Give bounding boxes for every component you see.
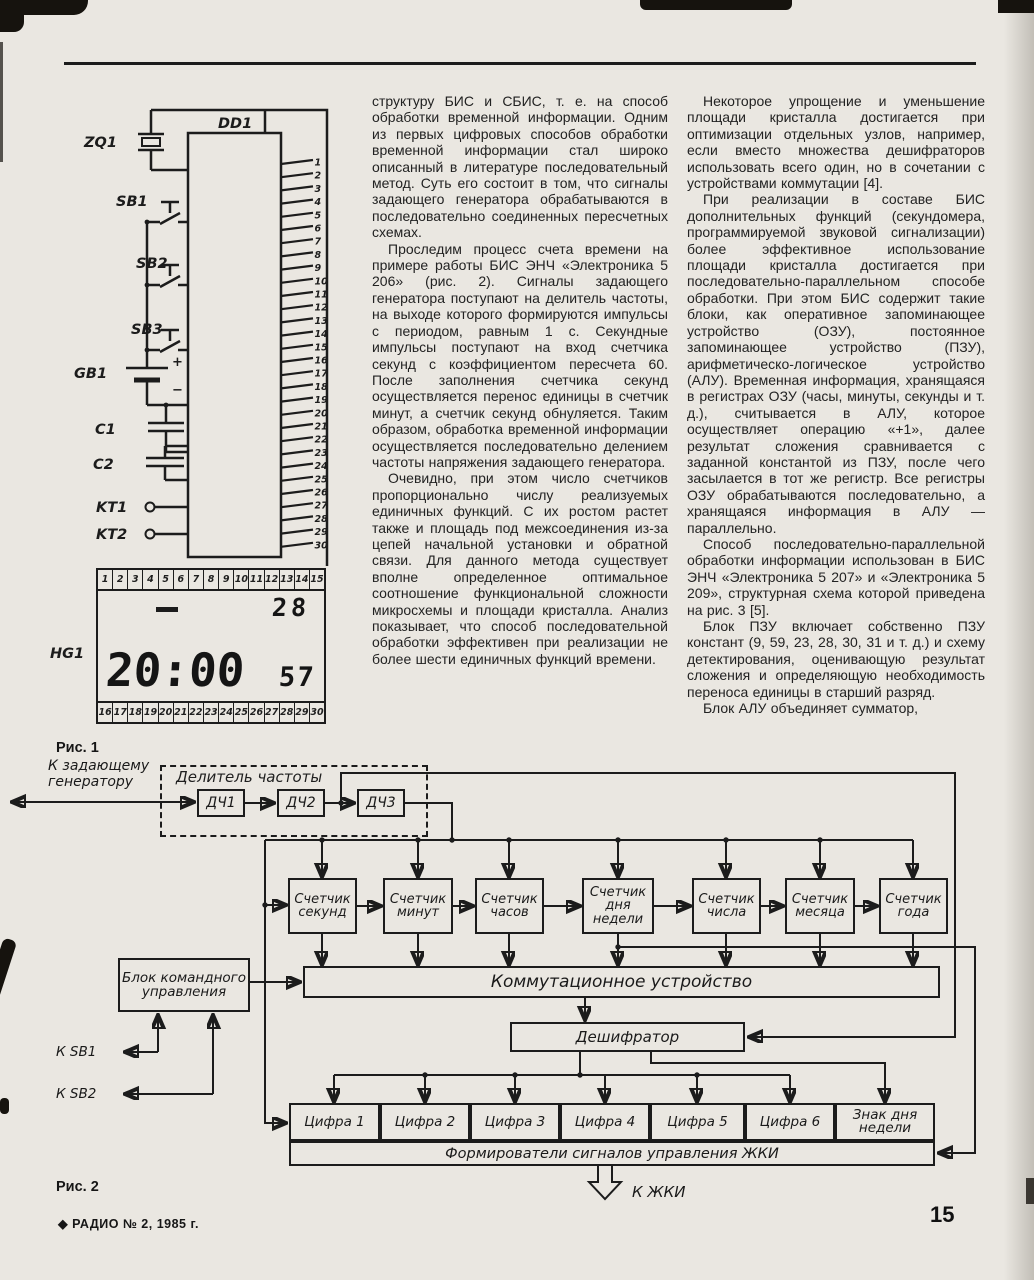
chip-pin-number: 5 (314, 210, 322, 222)
chip-pin (281, 411, 313, 415)
battery-plus: + (172, 355, 183, 370)
chip-pin-number: 28 (314, 513, 328, 525)
chip-pin-number: 26 (314, 487, 328, 499)
chip-pin (281, 279, 313, 283)
paragraph: Способ последовательно-параллельной обработки информации использован в БИС ЭНЧ «Электроника 5 207» и «Электроника 5 209», структурная схема которой приведена на рис. 3 [5]. (687, 535, 985, 618)
page-number: 15 (930, 1202, 955, 1227)
chip-pin-number: 1 (314, 157, 322, 169)
button1-label: SB1 (116, 194, 148, 210)
chip-pin (281, 332, 313, 336)
chip-pin-number: 8 (314, 249, 322, 261)
counter-block: Счетчик часов (475, 878, 544, 934)
test-point (146, 503, 155, 512)
display-pin-number: 3 (128, 570, 143, 589)
frequency-divider-title: Делитель частоты (176, 768, 323, 786)
digit-output-block: Цифра 4 (560, 1103, 650, 1141)
counter-block: Счетчик секунд (288, 878, 357, 934)
display-pin-number: 26 (249, 703, 264, 722)
to-lcd-label: К ЖКИ (632, 1183, 686, 1201)
chip-pin (281, 160, 313, 164)
display-pin-number: 2 (113, 570, 128, 589)
divider-dch2: ДЧ2 (277, 789, 325, 817)
display-pin-number: 18 (128, 703, 143, 722)
scan-artifact (640, 0, 792, 10)
scan-artifact (998, 0, 1034, 13)
page-edge-shadow (1004, 0, 1034, 1280)
display-pin-number: 1 (98, 570, 113, 589)
display-pin-number: 19 (143, 703, 158, 722)
scan-artifact (0, 42, 3, 162)
display-pin-number: 15 (310, 574, 324, 585)
display-pin-number: 12 (265, 570, 280, 589)
commutation-device-block: Коммутационное устройство (303, 966, 940, 998)
paragraph: Некоторое упрощение и уменьшение площади кристалла достигается при оптимизации отдельных узлов, например, если вместо множества дешифраторов использовать всего один, но в сочетании с устройствами коммутации [4]. (687, 93, 985, 192)
chip-pin-number: 12 (314, 302, 328, 314)
paragraph: При реализации в составе БИС дополнительных функций (секундомера, программируемой звуковой сигнализации) более эффективное использование площади кристалла достигается при последовательно-параллельном способе обработки. При этом БИС содержит такие блоки, как оперативное запоминающее устройство (ОЗУ), постоянное запоминающее устройство (ПЗУ), арифметическо-логическое устройство (АЛУ). Временная информация, хранящаяся в регистрах ОЗУ (часы, минуты, секунды и т. д.), считывается в АЛУ, которое осуществляет операцию «+1», далее результат сложения сравнивается с заданной константой из ПЗУ, после чего засылается в тот же регистр. Все регистры ОЗУ обрабатываются последовательно, а хранящаяся информация в АЛУ — параллельно. (687, 191, 985, 536)
chip-body (188, 133, 281, 557)
journal-footer: ◆ РАДИО № 2, 1985 г. (58, 1217, 199, 1231)
chip-pin-number: 14 (314, 329, 328, 341)
display-pin-number: 11 (249, 570, 264, 589)
chip-pin-number: 27 (314, 500, 328, 512)
chip-pin (281, 464, 313, 468)
scan-artifact (1026, 1178, 1034, 1204)
figure2-caption: Рис. 2 (56, 1179, 99, 1195)
chip-pin (281, 530, 313, 534)
chip-pin-number: 6 (314, 223, 322, 235)
chip-pin (281, 186, 313, 190)
chip-pin-number: 3 (314, 183, 322, 195)
chip-pin-number: 25 (314, 474, 328, 486)
paragraph: структуру БИС и СБИС, т. е. на способ обработки временной информации. Одним из первых цифровых способов обработки временной информации стал широко описанный в литературе последовательный метод. Суть его состоит в том, что сигналы задающего генератора обрабатываются в последовательно соединенных пересчетных схемах. (372, 93, 668, 241)
to-sb2-label: К SB2 (56, 1086, 97, 1102)
display-pin-number: 14 (295, 570, 310, 589)
chip-pin-number: 24 (314, 461, 328, 473)
lcd-screen (98, 591, 324, 701)
paragraph: Блок АЛУ объединяет сумматор, (703, 700, 919, 717)
display-pin-number: 23 (204, 703, 219, 722)
chip-pin-number: 7 (314, 236, 322, 248)
chip-pin (281, 226, 313, 230)
display-label: HG1 (50, 646, 85, 662)
chip-pin-number: 23 (314, 447, 328, 459)
counter-block: Счетчик минут (383, 878, 453, 934)
kt1-label: KT1 (96, 500, 128, 516)
chip-pin-number: 13 (314, 315, 328, 327)
chip-pin (281, 200, 313, 204)
chip-pin-number: 18 (314, 381, 328, 393)
lcd-dash-segment (156, 607, 178, 612)
chip-pin (281, 543, 313, 547)
pushbutton-symbol (147, 202, 188, 224)
display-pin-number: 21 (174, 703, 189, 722)
display-pin-number: 20 (159, 703, 174, 722)
display-pin-number: 24 (219, 703, 234, 722)
to-sb1-label: К SB1 (56, 1044, 97, 1060)
chip-pin (281, 318, 313, 322)
display-pin-number: 5 (159, 570, 174, 589)
chip-pin (281, 239, 313, 243)
chip-pin-number: 11 (314, 289, 328, 301)
figure2-block-diagram (0, 755, 1034, 1225)
divider-dch1: ДЧ1 (197, 789, 245, 817)
lcd-date: 28 (270, 593, 312, 622)
lcd-drivers-block: Формирователи сигналов управления ЖКИ (289, 1141, 935, 1166)
crystal-symbol (138, 110, 188, 170)
display-pin-number: 13 (280, 570, 295, 589)
chip-pin-number: 9 (314, 263, 322, 275)
display-pin-number: 6 (174, 570, 189, 589)
chip-pin (281, 252, 313, 256)
chip-pin (281, 437, 313, 441)
display-pins-bottom (98, 701, 324, 722)
chip-pin (281, 213, 313, 217)
cap1-label: C1 (95, 422, 116, 438)
display-pin-number: 10 (234, 570, 249, 589)
chip-pin (281, 503, 313, 507)
chip-pin (281, 490, 313, 494)
chip-pin (281, 398, 313, 402)
chip-pin-number: 20 (314, 408, 328, 420)
junction-dot (145, 220, 150, 225)
digit-output-block: Цифра 3 (470, 1103, 560, 1141)
display-pin-number: 25 (234, 703, 249, 722)
chip-pin-number: 21 (314, 421, 328, 433)
lcd-display (96, 568, 326, 724)
scan-artifact (0, 0, 24, 32)
digit-output-block: Цифра 2 (380, 1103, 470, 1141)
article-column-1 (372, 93, 668, 667)
lcd-time: 20:00 (104, 643, 247, 697)
display-pin-number: 30 (310, 707, 324, 718)
counter-block: Счетчик числа (692, 878, 761, 934)
article-column-2 (687, 93, 985, 716)
button2-label: SB2 (136, 256, 168, 272)
command-control-block: Блок командного управления (118, 958, 250, 1012)
kt2-label: KT2 (96, 527, 128, 543)
chip-pin-number: 30 (314, 540, 328, 552)
chip-pin (281, 450, 313, 454)
chip-pin-number: 16 (314, 355, 328, 367)
paragraph: Проследим процесс счета времени на примере работы БИС ЭНЧ «Электроника 5 206» (рис. 2). Сигналы задающего генератора поступают на делитель частоты, на выходе которого формируются импульсы с периодом, равным 1 с. Секундные импульсы поступают на вход счетчика секунд с коэффициентом пересчета 60. После заполнения счетчика секунд осуществляется перенос единицы в счетчик минут, а счетчик секунд обнуляется. Таким образом, обработка временной информации осуществляется последовательно делением частоты напряжения задающего генератора. (372, 240, 668, 470)
chip-pin (281, 516, 313, 520)
battery-label: GB1 (74, 366, 108, 382)
display-pins-top (98, 570, 324, 591)
chip-pin (281, 477, 313, 481)
chip-pin-number: 19 (314, 395, 328, 407)
chip-pin-number: 4 (314, 197, 322, 209)
display-pin-number: 4 (143, 570, 158, 589)
chip-pin (281, 292, 313, 296)
chip-pin (281, 305, 313, 309)
chip-pin (281, 371, 313, 375)
crystal-label: ZQ1 (84, 135, 117, 151)
junction-dot (145, 283, 150, 288)
chip-pin (281, 345, 313, 349)
chip-pin-number: 22 (314, 434, 328, 446)
display-pin-number: 22 (189, 703, 204, 722)
battery-minus: − (172, 383, 183, 398)
crystal-body (142, 138, 160, 146)
display-pin-number: 8 (204, 570, 219, 589)
display-pin-number: 17 (113, 703, 128, 722)
chip-pins (281, 158, 328, 552)
chip-pin-number: 17 (314, 368, 328, 380)
to-generator-label: К задающему генератору (48, 758, 150, 790)
counter-block: Счетчик года (879, 878, 948, 934)
display-pin-number: 7 (189, 570, 204, 589)
figure1-caption: Рис. 1 (56, 740, 99, 756)
test-point (146, 530, 155, 539)
chip-pin (281, 384, 313, 388)
display-pin-number: 28 (280, 703, 295, 722)
counter-block: Счетчик месяца (785, 878, 855, 934)
digit-output-block: Цифра 1 (289, 1103, 380, 1141)
scan-artifact (0, 1098, 9, 1114)
paragraph: Блок ПЗУ включает собственно ПЗУ констант (9, 59, 23, 28, 30, 31 и т. д.) и схему детектирования, оценивающую результат сложения и определяющую необходимость переноса единицы в старший разряд. (687, 618, 985, 700)
digit-output-block: Знак дня недели (835, 1103, 935, 1141)
digit-output-block: Цифра 6 (745, 1103, 835, 1141)
chip-pin (281, 424, 313, 428)
display-pin-number: 16 (98, 703, 113, 722)
chip-pin (281, 358, 313, 362)
chip-pin (281, 266, 313, 270)
to-lcd-arrow (589, 1166, 621, 1199)
lcd-seconds: 57 (278, 662, 318, 693)
chip-label: DD1 (218, 116, 253, 132)
chip-pin (281, 173, 313, 177)
cap2-label: C2 (93, 457, 114, 473)
display-pin-number: 29 (295, 703, 310, 722)
decoder-block: Дешифратор (510, 1022, 745, 1052)
chip-pin-number: 15 (314, 342, 328, 354)
paragraph: Очевидно, при этом число счетчиков пропорционально числу реализуемых единичных функций. С их ростом растет также и площадь под межсоединения из-за цепей начальной установки и обратной связи. Для данного метода существует вполне определенное оптимальное соотношение функциональной сложности микросхемы и площади кристалла. Анализ показывает, что способ последовательной обработки эффективен при реализации не более шести единичных функций времени. (372, 470, 668, 667)
digit-output-block: Цифра 5 (650, 1103, 745, 1141)
button3-label: SB3 (131, 322, 163, 338)
display-pin-number: 27 (265, 703, 280, 722)
chip-pin-number: 29 (314, 527, 328, 539)
chip-pin-number: 10 (314, 276, 328, 288)
chip-pin-number: 2 (314, 170, 322, 182)
junction-dot (145, 348, 150, 353)
counter-block: Счетчик дня недели (582, 878, 654, 934)
display-pin-number: 9 (219, 570, 234, 589)
divider-dch3: ДЧ3 (357, 789, 405, 817)
